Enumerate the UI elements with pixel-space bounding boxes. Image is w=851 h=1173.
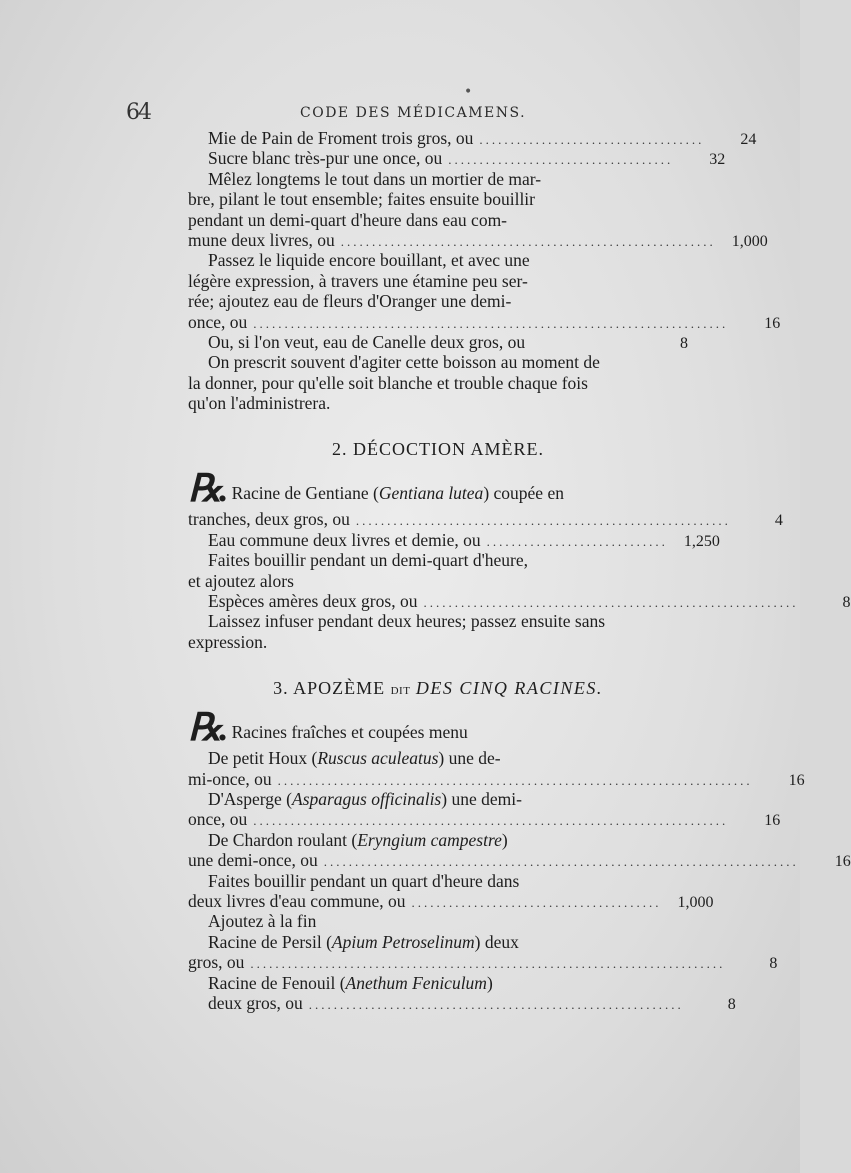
quantity: 32 — [709, 151, 726, 169]
recipe-line: Racine de Persil (Apium Petroselinum) deux — [208, 931, 519, 952]
text-line: Faites bouillir pendant un demi-quart d'heure, — [208, 550, 529, 571]
recipe-line: mune deux livres, ou ............................................................ 1,000 — [188, 230, 688, 250]
quantity: 16 — [834, 853, 851, 871]
recipe-symbol: ℞. — [188, 468, 226, 511]
quantity: 16 — [788, 771, 805, 789]
quantity: 4 — [774, 512, 783, 530]
quantity: 16 — [764, 314, 781, 332]
ink-speck: • — [464, 84, 473, 100]
quantity: 1,000 — [731, 232, 768, 250]
recipe-line: Racine de Fenouil (Anethum Feniculum) — [208, 972, 493, 993]
recipe-line: D'Asperge (Asparagus officinalis) une demi- — [208, 788, 522, 809]
text-line: la donner, pour qu'elle soit blanche et trouble chaque fois — [188, 372, 588, 393]
quantity: 8 — [842, 594, 851, 612]
text-line: pendant un demi-quart d'heure dans eau com- — [188, 209, 508, 230]
quantity: 1,000 — [677, 893, 714, 911]
recipe-line: Mie de Pain de Froment trois gros, ou .................................... 24 — [188, 128, 688, 148]
text-line: qu'on l'administrera. — [188, 393, 331, 414]
recipe-line: Sucre blanc très-pur une once, ou .................................... 32 — [188, 148, 688, 168]
recipe-line: once, ou ............................................................................ 16 — [188, 809, 688, 829]
text-line: Faites bouillir pendant un quart d'heure dans — [208, 870, 520, 891]
section-title: 2. DÉCOCTION AMÈRE. — [332, 439, 544, 460]
text-line: Laissez infuser pendant deux heures; passez ensuite sans — [208, 611, 606, 632]
recipe-line: mi-once, ou ............................................................................ 16 — [188, 769, 688, 789]
recipe-line: De Chardon roulant (Eryngium campestre) — [208, 829, 508, 850]
quantity: 8 — [727, 995, 736, 1013]
quantity: 24 — [740, 131, 757, 148]
text-line: expression. — [188, 631, 268, 652]
recipe-line: une demi-once, ou ............................................................................ 16 — [188, 850, 688, 870]
recipe-line: ℞. Racine de Gentiane (Gentiana lutea) coupée en — [188, 468, 564, 511]
recipe-line: gros, ou ............................................................................ 8 — [188, 952, 688, 972]
recipe-line: deux gros, ou ............................................................ 8 — [188, 993, 688, 1013]
text-line: bre, pilant le tout ensemble; faites ensuite bouillir — [188, 189, 535, 210]
quantity: 16 — [764, 812, 781, 830]
recipe-line: ℞. Racines fraîches et coupées menu — [188, 707, 468, 750]
text-line: rée; ajoutez eau de fleurs d'Oranger une demi- — [188, 291, 512, 312]
recipe-line: Espèces amères deux gros, ou ............................................................ 8 — [188, 591, 688, 611]
quantity: 8 — [769, 955, 778, 973]
text-line: On prescrit souvent d'agiter cette boisson au moment de — [208, 352, 600, 373]
recipe-line: Eau commune deux livres et demie, ou ............................. 1,250 — [188, 530, 688, 550]
page-number: 64 — [126, 100, 150, 125]
running-header: CODE DES MÉDICAMENS. — [300, 105, 527, 121]
text-line: et ajoutez alors — [188, 570, 294, 591]
quantity: 8 — [680, 334, 688, 352]
recipe-line: Ou, si l'on veut, eau de Canelle deux gros, ou 8 — [188, 332, 688, 352]
recipe-line: deux livres d'eau commune, ou ........................................ 1,000 — [188, 891, 688, 911]
text-line: Ajoutez à la fin — [208, 911, 317, 932]
recipe-symbol: ℞. — [188, 707, 226, 750]
page-body — [188, 128, 851, 1013]
text-line: Passez le liquide encore bouillant, et avec une — [208, 250, 530, 271]
recipe-line: once, ou ............................................................................ 16 — [188, 312, 688, 332]
recipe-line: De petit Houx (Ruscus aculeatus) une de- — [208, 748, 501, 769]
quantity: 1,250 — [683, 532, 720, 550]
section-title: 3. APOZÈME DIT DES CINQ RACINES. — [273, 678, 603, 699]
recipe-line: tranches, deux gros, ou ............................................................ 4 — [188, 509, 688, 529]
text-line: Mêlez longtems le tout dans un mortier de mar- — [208, 168, 542, 189]
text-line: légère expression, à travers une étamine peu ser- — [188, 270, 528, 291]
